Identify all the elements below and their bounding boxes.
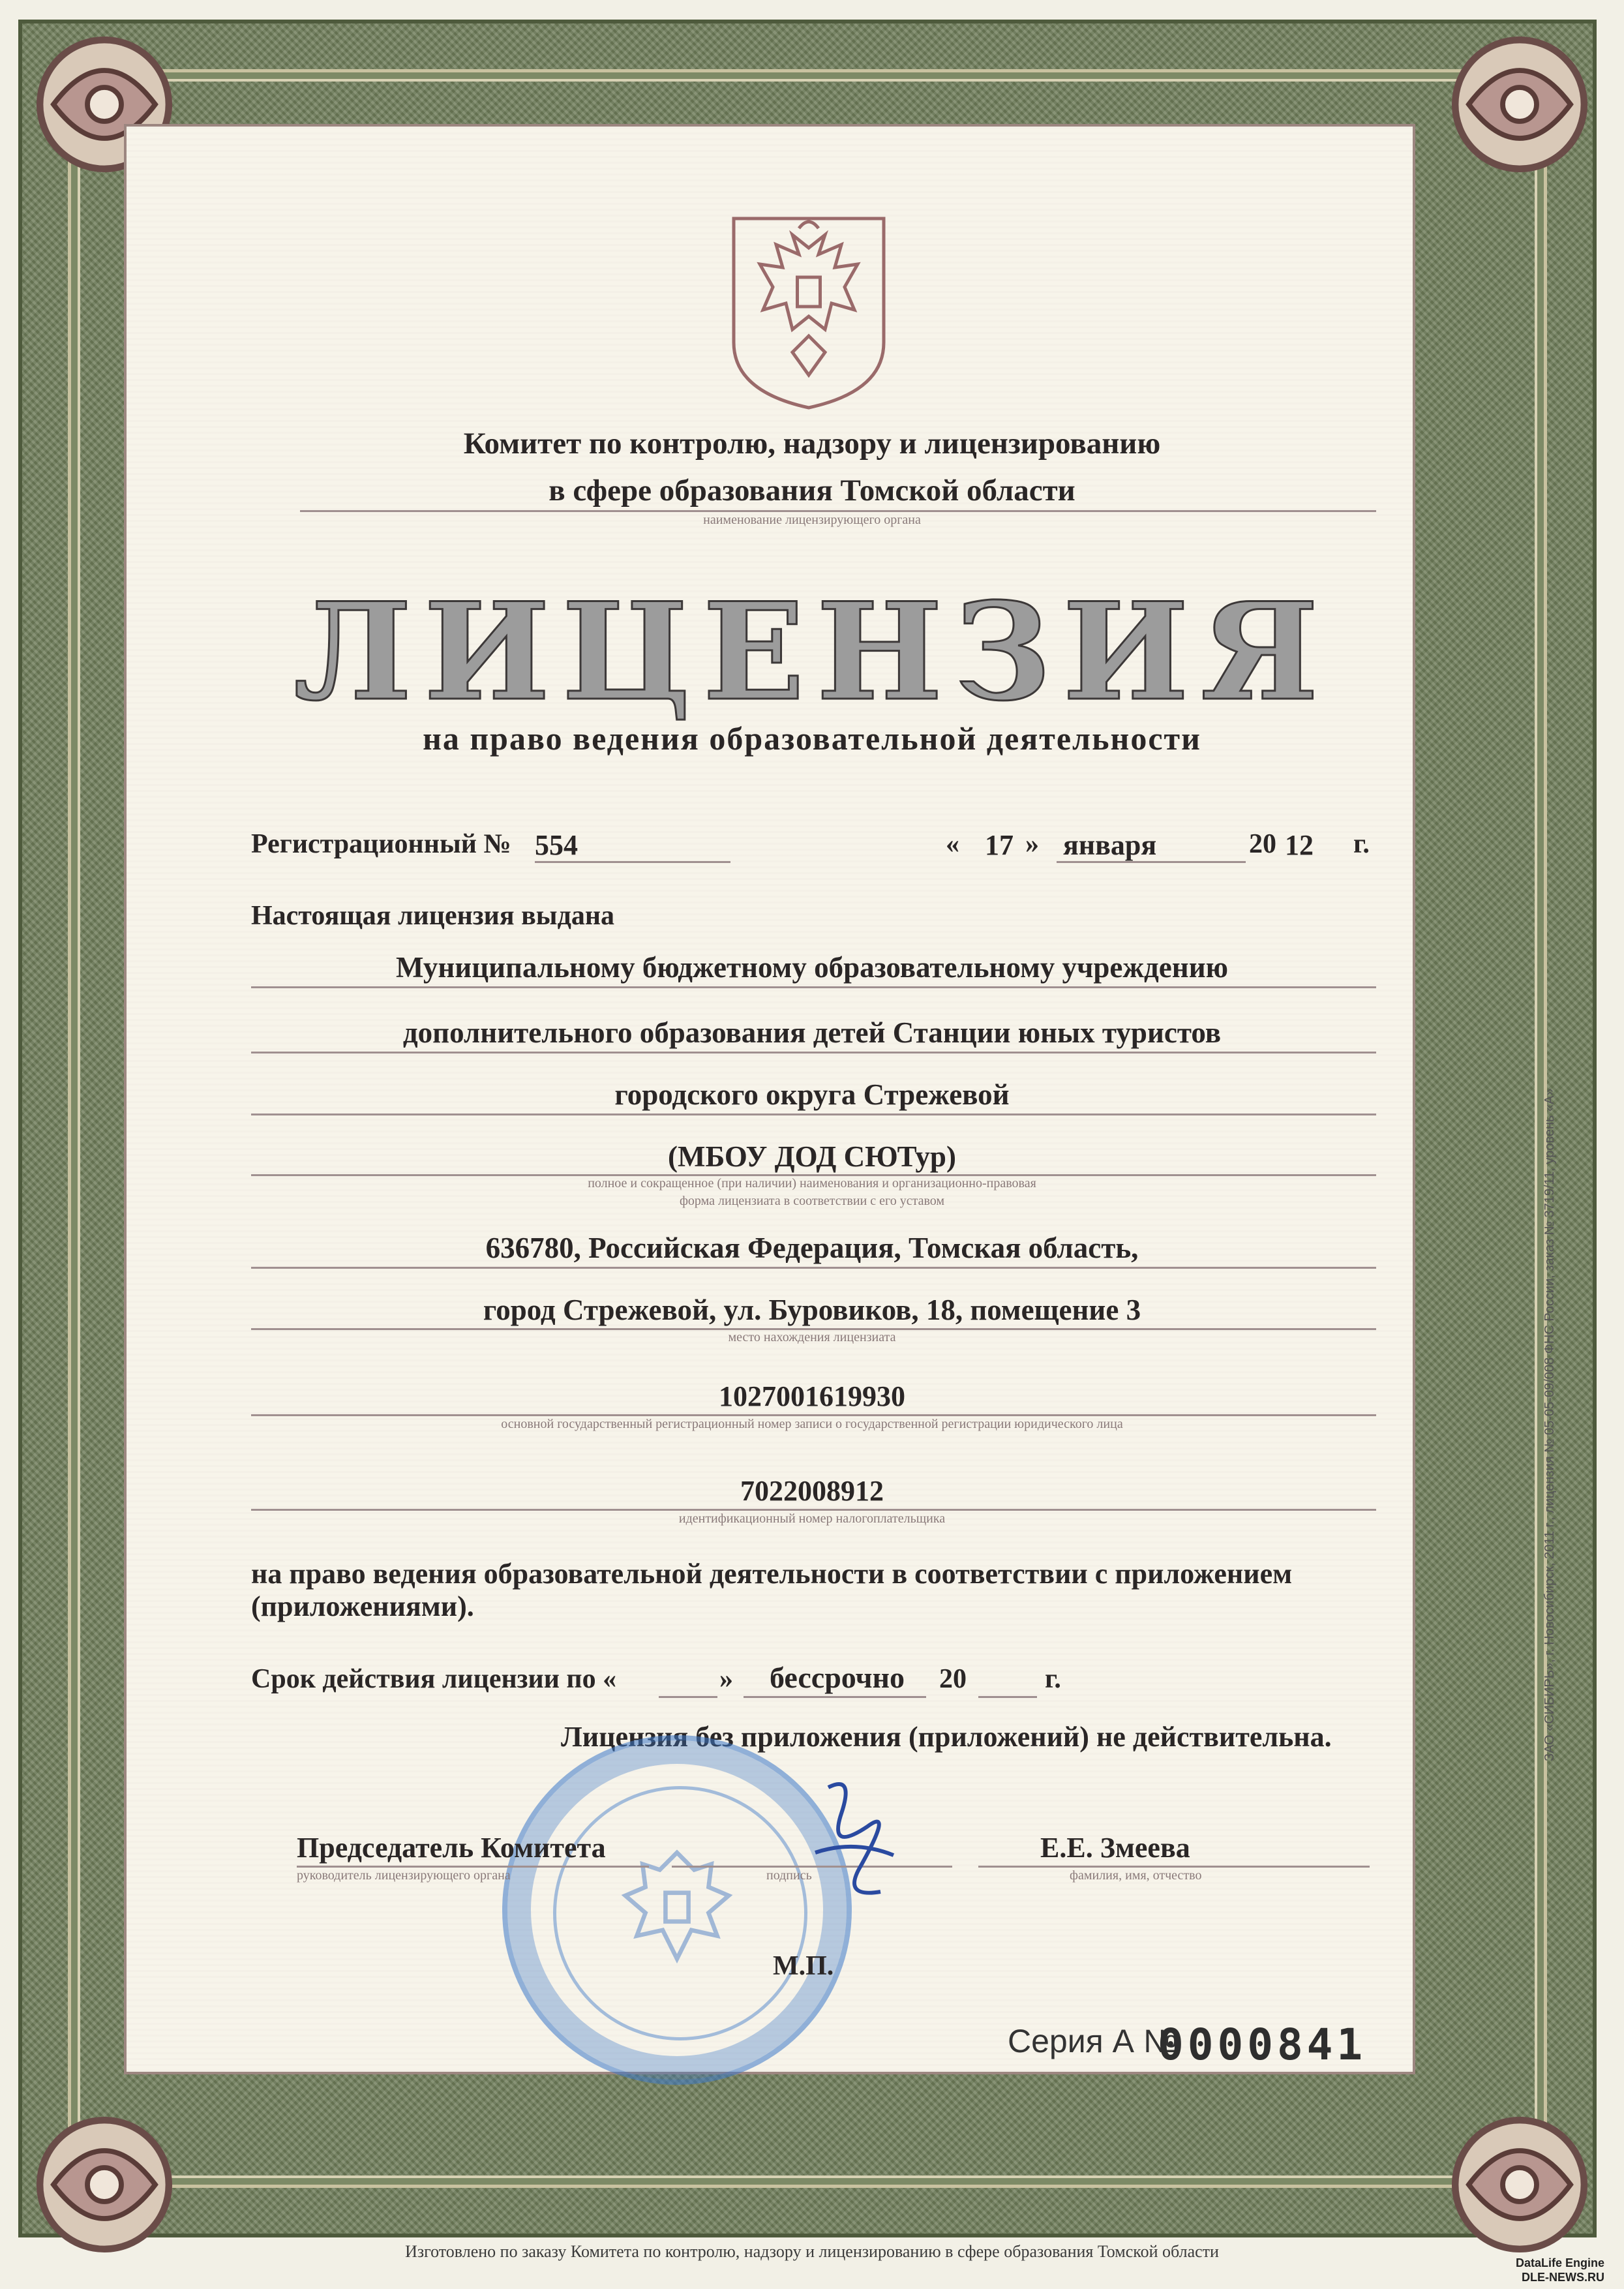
registration-quote-open: «	[946, 829, 959, 859]
registration-month-underline	[1057, 861, 1246, 863]
validity-label: Срок действия лицензии по «	[251, 1664, 617, 1694]
validity-month-underline	[744, 1696, 926, 1698]
validity-year-prefix: 20	[939, 1664, 967, 1694]
address-line-2: город Стрежевой, ул. Буровиков, 18, помещение 3	[483, 1294, 1141, 1326]
stamp-place-label: М.П.	[773, 1951, 834, 1981]
licensee-underline-3	[251, 1114, 1376, 1115]
address-underline-1	[251, 1267, 1376, 1269]
watermark-line-2: DLE-NEWS.RU	[1522, 2271, 1604, 2284]
registration-year-prefix: 20	[1249, 829, 1276, 859]
validity-year-unit: г.	[1045, 1664, 1061, 1694]
signature-caption: подпись	[766, 1868, 812, 1883]
inn-caption: идентификационный номер налогоплательщика	[678, 1511, 946, 1526]
validity-value: бессрочно	[770, 1661, 905, 1694]
coat-of-arms-icon	[727, 212, 890, 414]
right-line-2: (приложениями).	[251, 1590, 474, 1622]
serial-number: 0000841	[1158, 2020, 1367, 2070]
document-subtitle: на право ведения образовательной деятельности	[423, 720, 1201, 757]
right-line-1: на право ведения образовательной деятельности в соответствии с приложением	[251, 1558, 1293, 1590]
issuer-caption: наименование лицензирующего органа	[703, 513, 921, 527]
issuer-line-1: Комитет по контролю, надзору и лицензированию	[463, 427, 1161, 461]
signatory-name: Е.Е. Змеева	[1040, 1832, 1190, 1864]
ogrn-value: 1027001619930	[719, 1380, 905, 1412]
licensee-line-3: городского округа Стрежевой	[614, 1078, 1010, 1111]
registration-number-underline	[535, 861, 730, 863]
signatory-name-underline	[978, 1866, 1370, 1868]
official-stamp	[502, 1735, 852, 2085]
inn-value: 7022008912	[740, 1475, 884, 1507]
address-line-1: 636780, Российская Федерация, Томская область,	[485, 1232, 1139, 1264]
handwritten-signature	[802, 1774, 907, 1931]
signatory-position: Председатель Комитета	[297, 1832, 606, 1864]
validity-day-underline	[659, 1696, 717, 1698]
stamp-emblem-icon	[605, 1838, 749, 1982]
serial-label: Серия А №	[1008, 2023, 1179, 2059]
licensee-line-1: Муниципальному бюджетному образовательному учреждению	[395, 951, 1229, 984]
signatory-name-caption: фамилия, имя, отчество	[1070, 1868, 1202, 1883]
validity-note: Лицензия без приложения (приложений) не действительна.	[561, 1721, 1332, 1753]
issuer-underline	[300, 510, 1376, 512]
document-title: ЛИЦЕНЗИЯ	[293, 574, 1331, 731]
licensee-line-2: дополнительного образования детей Станции юных туристов	[402, 1016, 1222, 1049]
inn-underline	[251, 1509, 1376, 1511]
registration-label: Регистрационный №	[251, 829, 511, 859]
printer-imprint: ЗАО «СИБИРЬ», г. Новосибирск, 2011 г., лицензия № 05-05-09/008 ФНС России, заказ № 3719/11, уровень «А»	[1542, 1088, 1557, 1761]
licensee-line-4: (МБОУ ДОД СЮТур)	[668, 1140, 956, 1173]
registration-day: 17	[985, 829, 1014, 861]
registration-number: 554	[535, 829, 578, 861]
signatory-position-underline	[297, 1866, 649, 1868]
manufacturer-note: Изготовлено по заказу Комитета по контролю, надзору и лицензированию в сфере образования Томской области	[405, 2242, 1219, 2261]
watermark	[1516, 2256, 1604, 2284]
corner-ornament-top-right	[1435, 20, 1604, 189]
registration-year-unit: г.	[1353, 829, 1370, 859]
ogrn-caption: основной государственный регистрационный номер записи о государственной регистрации юридического лица	[501, 1417, 1123, 1431]
registration-quote-close: »	[1025, 829, 1039, 859]
issuer-line-2: в сфере образования Томской области	[549, 474, 1075, 508]
licensee-caption-1: полное и сокращенное (при наличии) наименования и организационно-правовая	[588, 1176, 1036, 1190]
validity-quote-close: »	[719, 1664, 733, 1694]
issued-label: Настоящая лицензия выдана	[251, 901, 615, 931]
licensee-underline-2	[251, 1052, 1376, 1054]
signatory-position-caption: руководитель лицензирующего органа	[297, 1868, 511, 1883]
watermark-line-1: DataLife Engine	[1515, 2256, 1604, 2269]
ogrn-underline	[251, 1414, 1376, 1416]
licensee-underline-1	[251, 986, 1376, 988]
registration-year-suffix: 12	[1285, 829, 1314, 861]
address-caption: место нахождения лицензиата	[728, 1330, 896, 1344]
licensee-caption-2: форма лицензиата в соответствии с его уставом	[679, 1194, 945, 1208]
validity-year-underline	[978, 1696, 1037, 1698]
registration-month: января	[1063, 829, 1157, 861]
